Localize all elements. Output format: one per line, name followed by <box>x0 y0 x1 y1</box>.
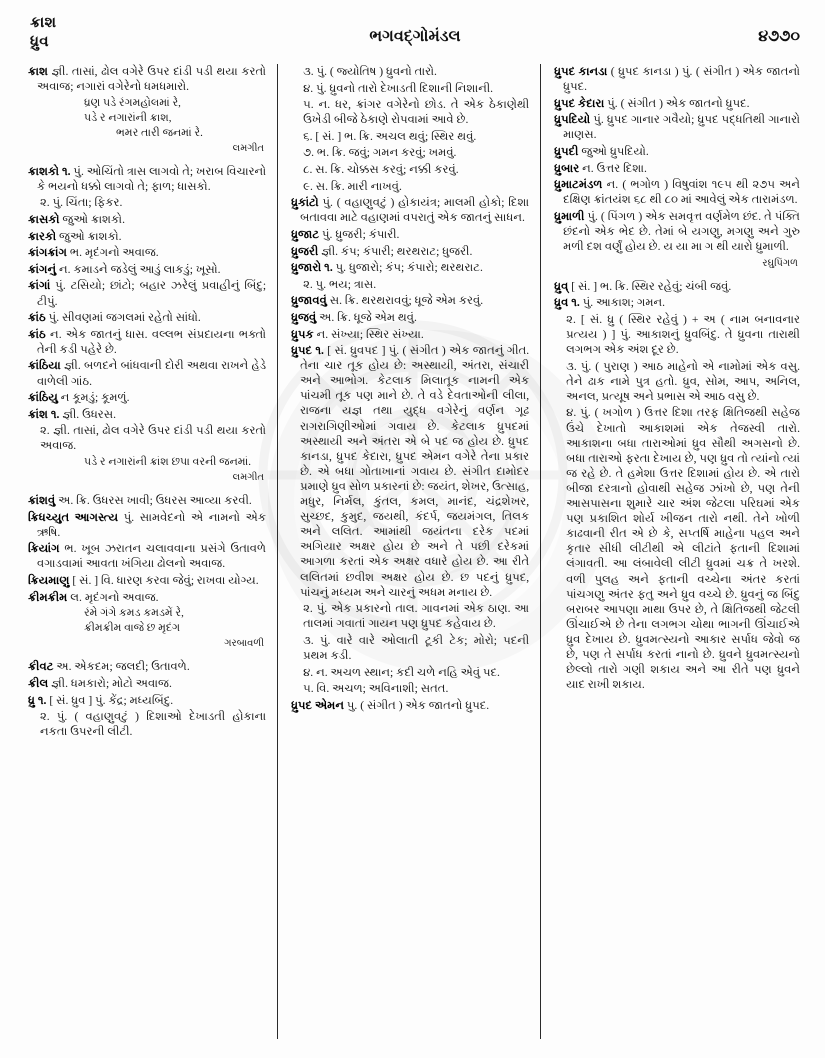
entry-sense: ૫. ન. ધર, ક્રાંગર વગેરેનો છોડ. તે એક ઠેકાણેથી ઉખેડી બીજે ઠેકાણે રોપવામાં આવે છે. <box>303 98 530 127</box>
entry-headword: ધ્રુપક <box>291 327 314 341</box>
entry-headword: ધ્રુવ્ <box>554 279 569 293</box>
entry-headword: ધ્રુજવું <box>291 310 317 324</box>
entry-definition: પું. ધ્રુપદ ગાનાર ગવૈયો; ધ્રુપદ પદ્ધતિથી ગાનારો માણસ. <box>563 113 800 142</box>
dictionary-entry <box>28 493 266 508</box>
dictionary-entry <box>291 327 529 342</box>
entry-sense: ૩. પું. ( જ્યોતિષ ) ધ્રુવનો તારો. <box>303 65 437 78</box>
entry-definition: પું. ( સંગીત ) એક જાતનો ધ્રુપદ. <box>604 96 750 110</box>
column-container <box>28 64 800 1049</box>
entry-definition: અ. ક્રિ. ધૂજે એમ થવું. <box>316 310 417 324</box>
entry-definition: પું. ધ્રુજરી; કંપારી. <box>319 227 400 241</box>
entry-headword: ધ્રુમાળી <box>554 209 585 223</box>
dictionary-entry <box>291 310 529 325</box>
entry-definition: જુઓ ધ્રુપદિયો. <box>578 144 649 158</box>
dictionary-entry <box>291 195 529 225</box>
entry-definition: લ. મૃદંગનો અવાજ. <box>67 590 159 604</box>
entry-definition: સ. ક્રિ. થરથરાવવું; ધૂજે એમ કરવું. <box>326 294 484 308</box>
entry-sense: ૪. ન. અચળ સ્થાન; કદી ચળે નહિ એવું પદ. <box>303 665 500 679</box>
entry-headword: ક્રીલ <box>28 676 49 690</box>
page-number: ૪૭૭૦ <box>758 28 800 45</box>
quoted-verse-line: રંમે ગંગે કમડ કમડમેં રે, <box>84 607 184 620</box>
dictionary-entry <box>28 278 266 308</box>
quoted-verse-line: પડે ર નગારાંની ક્રાંશ છપા વરની જનમાં. <box>84 455 251 468</box>
dictionary-entry <box>28 693 266 708</box>
entry-headword: ક્રારકો <box>28 229 57 243</box>
dictionary-entry <box>554 177 800 207</box>
entry-sense: ૩. પું. ( પુરાણ ) આઠ માહેનો એ નામોમાં એક વસુ. તેને ઢાક નામે પુત્ર હતો. ધ્રુવ, સોમ, આપ, અનિલ, અનલ, પ્રત્યૂષ અને પ્રભાસ એ આઠ વસુ છે. <box>566 359 800 403</box>
quoted-verse-line: ક્રીમક્રીમ વાજે છ મૃદંગ <box>84 622 181 635</box>
entry-headword: ક્રિયમાણુ <box>28 574 70 588</box>
verse-citation: લમગીત <box>232 142 265 154</box>
verse-citation: રઘુપિંગળ <box>762 257 798 269</box>
entry-headword: ધ્રુપદ ૧. <box>291 344 324 358</box>
dictionary-entry <box>28 262 266 277</box>
entry-headword: ધ્રુપદ કેદારા <box>554 96 605 110</box>
entry-definition: જ્ઞી. ઉધરસ. <box>59 407 117 421</box>
dictionary-entry <box>291 698 529 713</box>
entry-definition: જ્ઞી. બળદને બાંધવાની દોરી અથવા રાખને હેડે વાળેલી ગાંઠ. <box>37 359 267 388</box>
text-column-3 <box>544 64 800 1049</box>
entry-headword: ક્રાશકો ૧. <box>28 164 71 178</box>
entry-definition: [ સં. ધ્રુવપદ ] પું. ( સંગીત ) એક જાતનું ગીત. તેના ચાર તૂક હોય છે: અસ્થાયી, અંતરા, સંચારી અને આભોગ. કેટલાક મિલાતૂક નામની એક પાંચમી તૂક પણ માને છે. તે વડે દેવતાઓની લીલા, રાજના યજ્ઞ તથા યુદ્ધ વગેરેનું વર્ણન ગૂઢ રાગરાગિણીઓમાં ગવાય છે. કેટલાક ધ્રુપદમાં અસ્થાયી અને અંતરા એ બે પદ જ હોય છે. ધ્રુપદ કાનડા, ધ્રુપદ કેદારા, ધ્રુપદ એમન વગેરે તેના પ્રકાર છે. એ બધા ગોતાખાનાં ગવાય છે. સંગીત દામોદર પ્રમાણે ધ્રુવ સોળ પ્રકારનાં છે: જયંત, શેખર, ઉત્સાહ, મધુર, નિર્મલ, કુંતલ, કમલ, માનંદ, ચંદ્રશેખર, સુચ્છદ, કુમુદ, જયથી, કંદર્પ, જયમંગલ, તિલક અને લલિત. આમાંથી જયંતના દરેક પદમાં અગિયાર અક્ષર હોય છે અને તે પછી દરેકમાં આગળા કરતાં એક અક્ષર વધારે હોય છે. આ રીતે લલિતમાં છવીશ અક્ષર હોય છે. છ પદનું ધ્રુપદ, પાંચનું મધ્યમ અને ચારનું અધમ મનાય છે. <box>300 344 530 599</box>
entry-definition: પું. આકાશ; ગમન. <box>579 296 666 310</box>
quoted-verse-line: પડે ર નગારાંની ક્રાશ, <box>84 111 172 124</box>
dictionary-entry <box>554 144 800 159</box>
entry-headword: ક્રાંઠિયા <box>28 359 61 373</box>
entry-headword: ધ્રુપદ કાનડા <box>554 65 608 78</box>
column-divider-2 <box>540 64 541 1039</box>
entry-sense: ૩. પું. વારે વારે ઓલાતી ટૂકી ટેક; મોરો; પદની પ્રથમ કડી. <box>303 633 530 662</box>
entry-headword: ધ્રુજાવવું <box>291 294 327 308</box>
entry-sense: ૪. પું. ધ્રુવનો તારો દેખાડતી દિશાની નિશાની. <box>303 81 494 95</box>
entry-definition: જુઓ ક્રાશકો. <box>56 229 122 243</box>
entry-definition: [ સં. ] વિ. ધારણ કરવા જેવું; રાખવા યોગ્ય. <box>69 574 259 588</box>
dictionary-entry <box>28 590 266 605</box>
entry-headword: ધ્રુજાટ <box>291 227 320 241</box>
entry-sense: ૨. પુ. ભય; ત્રાસ. <box>303 277 377 291</box>
dictionary-entry <box>28 659 266 674</box>
entry-headword: ક્રાંઠ <box>28 327 46 341</box>
dictionary-entry <box>28 310 266 325</box>
entry-sense: ૨. પું. ( વહાણુવટું ) દિશાઓ દેખાડતી હોકાના નકતા ઉપરની લીટી. <box>40 710 267 739</box>
entry-sense: ૨. જ્ઞી. તાસાં, ઢોલ વગેરે ઉપર દાંડી પડી થયા કરતો અવાજ. <box>40 424 267 453</box>
entry-definition: [ સં. ] ભ. ક્રિ. સ્થિર રહેવું; ચંબી જવું. <box>568 279 732 293</box>
quoted-verse-line: ભમર તારી જનમાં રે. <box>116 126 203 139</box>
entry-headword: ક્રાંગનું <box>28 262 57 276</box>
entry-definition: જ્ઞી. કંપ; કંપારી; થરથરાટ; ધુજરી. <box>318 244 473 258</box>
entry-definition: ન. એક જાતનું ધાસ. વલ્લભ સંપ્રદાયના ભક્તો તેની કડી પહેરે છે. <box>37 327 267 356</box>
dictionary-entry <box>554 112 800 142</box>
dictionary-entry <box>28 676 266 691</box>
dictionary-entry <box>28 390 266 405</box>
entry-headword: ધ્રુબાર <box>554 161 580 175</box>
dictionary-entry <box>554 209 800 254</box>
entry-headword: ક્રિધચ્યુત આગસ્ત્ય <box>28 510 119 524</box>
entry-definition: [ સં. ધ્રુવ ] પું. કેંદ્ર; મધ્યબિંદુ. <box>46 693 174 707</box>
entry-definition: ન. સંખ્યા; સ્થિર સંખ્યા. <box>313 327 424 341</box>
dictionary-entry <box>28 358 266 388</box>
entry-definition: જ્ઞી. તાસાં, ઢોલ વગેરે ઉપર દાંડી પડી થયા કરતો અવાજ; નગારાં વગેરેનો ધમધમારો. <box>37 65 267 94</box>
entry-definition: પું. ટસિયો; છાંટો; બહાર ઝરેલું પ્રવાહીનું બિંદુ; ટીપું. <box>37 279 267 308</box>
entry-headword: ક્રિયાંગ <box>28 542 60 556</box>
dictionary-entry <box>291 227 529 242</box>
entry-definition: જ્ઞી. ધમકારો; મોટો અવાજ. <box>48 676 172 690</box>
entry-definition: પુ. ધુજારો; કંપ; કંપારો; થરથરાટ. <box>332 261 483 275</box>
entry-definition: ( ધ્રુપદ કાનડા ) પું. ( સંગીત ) એક જાતનો ધ્રુપદ. <box>563 65 800 94</box>
dictionary-entry <box>28 64 266 94</box>
entry-definition: ન. ઉત્તર દિશા. <box>579 161 647 175</box>
entry-definition: ભ. ખૂબ ઝરાતન ચલાવવાના પ્રસંગે ઉતાવળે વગાડવામાં આવતા ખંગિયા ઢોલનો અવાજ. <box>37 542 267 571</box>
entry-headword: ધ્રુજારો ૧. <box>291 261 333 275</box>
entry-headword: ક્રાંગક્રાંગ <box>28 246 67 260</box>
text-column-2 <box>281 64 537 1049</box>
dictionary-entry <box>28 541 266 571</box>
dictionary-entry <box>28 164 266 194</box>
entry-sense: ૭. ભ. ક્રિ. જવું; ગમન કરવું; ખમવું. <box>303 146 457 160</box>
entry-headword: ક્રીવટ <box>28 660 54 674</box>
dictionary-entry <box>28 573 266 588</box>
dictionary-entry <box>28 212 266 227</box>
entry-headword: ધ્રુકાંટો <box>291 196 319 210</box>
entry-headword: ધ્રુપદ એમન <box>291 698 344 712</box>
entry-headword: ધ્રુવ ૧. <box>554 296 580 310</box>
dictionary-entry <box>291 293 529 308</box>
text-column-1 <box>28 64 274 1049</box>
entry-sense: ૬. [ સં. ] ભ. ક્રિ. અચલ થવું; સ્થિર થવું. <box>303 129 477 143</box>
entry-headword: ધ્રુજરી <box>291 244 319 258</box>
entry-sense: ૮. સ. ક્રિ. ચોક્કસ કરવું; નક્કી કરવું. <box>303 163 459 177</box>
entry-definition: પું. સામવેદનો એ નામનો એક ઋષિ. <box>37 510 267 539</box>
entry-definition: અ. એકદમ; જલદી; ઉતાવળે. <box>53 660 190 674</box>
entry-sense: ૫. વિ. અચળ; અવિનાશી; સતત. <box>303 682 449 696</box>
entry-headword: ક્રાંઠિયુ <box>28 391 58 405</box>
header-guide-second: ધ્રુવ <box>30 34 49 50</box>
dictionary-entry <box>554 64 800 94</box>
dictionary-entry <box>28 510 266 540</box>
verse-citation: ગરબાવળી <box>224 638 265 650</box>
entry-definition: ન. કમાડને જડેલું આડું લાકડું; ખૂસો. <box>56 262 221 276</box>
dictionary-entry <box>28 245 266 260</box>
entry-headword: ક્રાંશ ૧. <box>28 407 60 421</box>
entry-definition: અ. ક્રિ. ઉધરસ ખાવી; ઉધરસ આવ્યા કરવી. <box>55 494 252 508</box>
dictionary-entry <box>554 279 800 294</box>
entry-sense: ૨. પું. ચિંતા; ફિકર. <box>40 196 123 210</box>
entry-sense: ૨. [ સં. ધ્રુ ( સ્થિર રહેવું ) + અ ( નામ બનાવનાર પ્રત્યય ) ] પું. આકાશનું ધ્રુવબિંદુ. તે ધ્રુવના તારાથી લગભગ એક અંશ દૂર છે. <box>566 312 800 357</box>
column-divider-1 <box>277 64 278 1039</box>
dictionary-entry <box>554 161 800 176</box>
verse-citation: લમગીત <box>232 471 265 483</box>
dictionary-entry <box>554 295 800 310</box>
entry-headword: ધ્રુમાટમંડળ <box>554 178 603 192</box>
entry-headword: ક્રાંશવું <box>28 494 56 508</box>
entry-definition: પું. ( પિંગળ ) એક સમવૃત્ત વર્ણમેળ છંદ. તે પંક્તિ છંદનો એક ભેદ છે. તેમાં બે યગણુ, મગણુ અને ગુરુ મળી દશ વર્ણું હોય છે. ય યા મા ગ થી યારો ધ્રુમાળી. <box>563 209 800 254</box>
entry-headword: ક્રાશ <box>28 65 48 78</box>
entry-headword: ક્રીમક્રીમ <box>28 590 68 604</box>
entry-definition: પુ. ( સંગીત ) એક જાતનો ધ્રુપદ. <box>344 698 490 712</box>
page-header <box>30 14 800 64</box>
entry-sense: ૨. પું. એક પ્રકારનો તાલ. ગાવનમાં એક ઠાણ. આ તાલમાં ગવાતાં ગાયન પણ ધ્રુપદ કહેવાય છે. <box>303 602 530 631</box>
entry-headword: ધ્રુ ૧. <box>28 693 47 707</box>
dictionary-entry <box>554 96 800 111</box>
entry-sense: ૪. પું. ( ખગોળ ) ઉત્તર દિશા તરફ ક્ષિતિજથી સહેજ ઉંચે દેખાતો આકાશમાં એક તેજસ્વી તારો. આકાશના બધા તારાઓમાં ધ્રુવ સૌથી અગસનો છે. બધા તારાઓ ફરતા દેખાય છે, પણ ધ્રુવ તો ત્યાંનો ત્યાં જ રહે છે. તે હમેશા ઉત્તર દિશામાં હોય છે. એ તારો બીજા દરત્રાનો હોવાથી સહેજ ઝાંખો છે, પણ તેની આસપાસના શુમારે ચાર અંશ જેટલા પરિઘમાં એક પણ પ્રકાશિત શોર્ય ખીજન તારો નથી. તેને ખોળી કાઢવાની રીત એ છે કે, સપ્તર્ષિ માહેના પહલ અને કૃતાર સીધી લીટીથી એ લીટાંતે ફતાની દિશામાં લંગાવતી. આ લંબાવેલી લીટી ધ્રુવમાં ચક્ર તે ખરશે. વળી પુલહ અને ફતાની વચ્ચેના અંતર કરતાં પાંચગણુ અંતર ફતુ અને ધ્રુવ વચ્ચે છે. ધ્રુવનું જ બિંદુ બરાબર આપણા માથા ઉપર છે, તે ક્ષિતિજથી જેટલી ઊંચાઈએ છે તેના લગભગ ચોથા ભાગની ઊંચાઈએ ધ્રુવ દેખાય છે. ધ્રુવમત્સ્યનો આકાર સર્પાધ જેવો જ છે, પણ તે સર્પાધ કરતાં નાનો છે. ધ્રુવને ધ્રુવમત્સ્યનો છેલ્લો તારો ગણી શકાય અને આ રીતે પણ ધ્રુવને યાદ રાખી શકાય. <box>566 406 800 692</box>
dictionary-entry <box>291 343 529 600</box>
dictionary-entry <box>291 260 529 275</box>
page-title: ભગવદ્ગોમંડલ <box>369 28 461 45</box>
entry-headword: ક્રાંગાં <box>28 279 51 293</box>
entry-headword: ધ્રુપદિયો <box>554 113 591 127</box>
dictionary-entry <box>28 229 266 244</box>
entry-headword: ક્રાંઠ <box>28 311 46 325</box>
entry-definition: પું. ઓચિંતો ત્રાસ લાગવો તે; ખરાબ વિચારનો કે ભયનો ધક્કો લાગવો તે; ફાળ; ધાસકો. <box>37 164 267 193</box>
header-guide-first: ક્રાશ <box>30 15 57 31</box>
entry-definition: ભ. મૃદંગનો અવાજ. <box>66 246 159 260</box>
entry-definition: જુઓ ક્રાશકો. <box>59 213 125 227</box>
entry-definition: પું. સીવણમાં જગલમાં રહેતો સાંધો. <box>45 311 201 325</box>
entry-headword: ક્રાસકો <box>28 213 60 227</box>
quoted-verse-line: ધ્રણ પડે રંગમહોલમાં રે, <box>84 96 181 109</box>
entry-definition: ન કૂમડું; કૂમળું. <box>57 391 130 405</box>
entry-headword: ધ્રુપદી <box>554 144 579 158</box>
dictionary-entry <box>291 244 529 259</box>
entry-sense: ૯. સ. ક્રિ. મારી નાખવું. <box>303 179 402 193</box>
entry-definition: ન. ( ભગોળ ) વિષુવાંશ ૧૯૫ થી ૨૭૫ અને દક્ષિણ ક્રાંતયંશ ૬૮ થી ૮૦ માં આવેલું એક તારામંડળ. <box>563 178 800 207</box>
dictionary-entry <box>28 407 266 422</box>
dictionary-entry <box>28 327 266 357</box>
entry-definition: પું. ( વહાણુવટું ) હોકાયંત્ર; માલમી હોકો; દિશા બતાવવા માટે વહાણમાં વપરાતું એક જાતનું સાધન. <box>300 196 530 225</box>
